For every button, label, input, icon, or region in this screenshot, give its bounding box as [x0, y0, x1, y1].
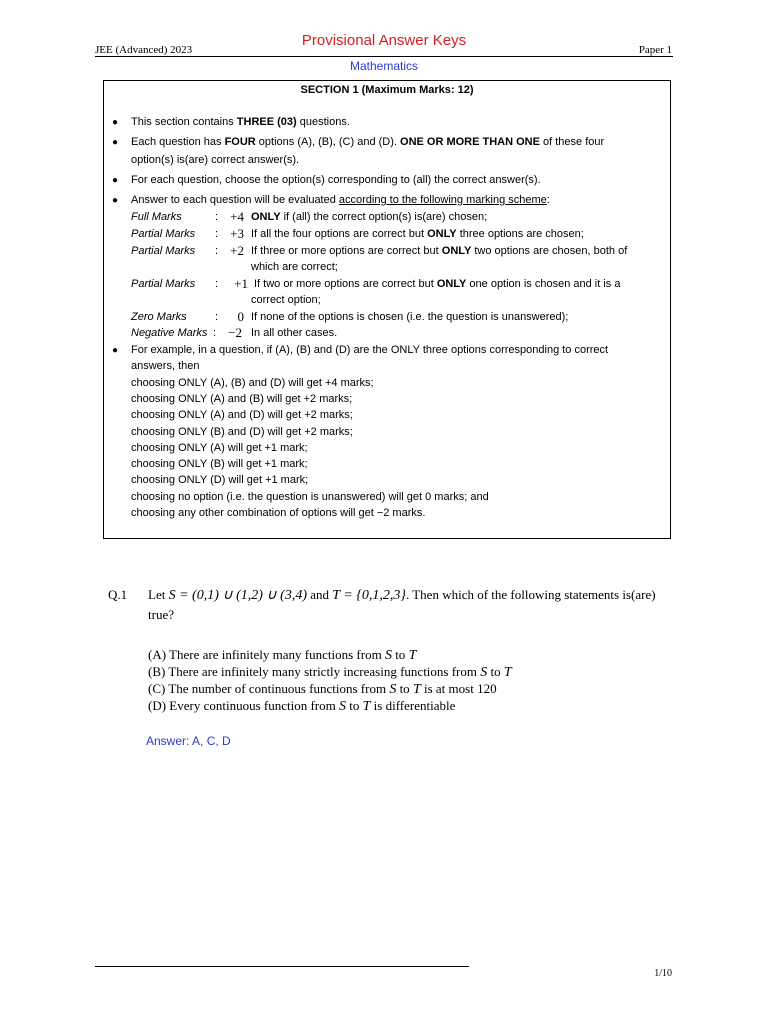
partial-marks-3-value: +3 — [230, 226, 244, 241]
example-line: choosing ONLY (B) and (D) will get +2 marks; — [131, 426, 353, 438]
instruction-4: Answer to each question will be evaluated according to the following marking scheme: — [131, 194, 550, 206]
option-b: (B) There are infinitely many strictly increasing functions from S to T — [148, 664, 512, 680]
partial-marks-1-label: Partial Marks — [131, 278, 196, 290]
set-s-definition: S = (0,1) ∪ (1,2) ∪ (3,4) — [168, 588, 307, 603]
set-t-definition: T = {0,1,2,3} — [332, 588, 406, 603]
negative-marks-value: −2 — [228, 325, 242, 340]
instruction-1: This section contains THREE (03) questions. — [131, 116, 350, 128]
bullet-icon: ● — [112, 345, 119, 356]
instruction-2-cont: option(s) is(are) correct answer(s). — [131, 154, 300, 166]
bullet-icon: ● — [112, 117, 119, 128]
instruction-5: For example, in a question, if (A), (B) and (D) are the ONLY three options corresponding to correct — [131, 344, 609, 356]
instruction-2: Each question has FOUR options (A), (B), (C) and (D). ONE OR MORE THAN ONE of these four — [131, 136, 605, 148]
example-line: choosing ONLY (B) will get +1 mark; — [131, 458, 308, 470]
partial-marks-3-text: If all the four options are correct but ONLY three options are chosen; — [251, 228, 584, 240]
question-statement: Let S = (0,1) ∪ (1,2) ∪ (3,4) and T = {0,1,2,3}. Then which of the following statements is(are) — [148, 587, 656, 603]
bullet-icon: ● — [112, 175, 119, 186]
exam-name: JEE (Advanced) 2023 — [95, 44, 193, 56]
subject-label: Mathematics — [349, 59, 419, 73]
question-statement-cont: true? — [148, 607, 174, 622]
zero-marks-text: If none of the options is chosen (i.e. the question is unanswered); — [251, 311, 569, 323]
section-title: SECTION 1 (Maximum Marks: 12) — [300, 84, 474, 96]
partial-marks-2-text: If three or more options are correct but ONLY two options are chosen, both of — [251, 245, 628, 257]
full-marks-label: Full Marks — [131, 211, 182, 223]
instruction-3: For each question, choose the option(s) corresponding to (all) the correct answer(s). — [131, 174, 541, 186]
example-line: choosing no option (i.e. the question is unanswered) will get 0 marks; and — [131, 491, 489, 503]
partial-marks-2-value: +2 — [230, 243, 244, 258]
option-a: (A) There are infinitely many functions from S to T — [148, 647, 417, 663]
example-line: choosing ONLY (A) and (B) will get +2 marks; — [131, 393, 353, 405]
section-instructions-box: SECTION 1 (Maximum Marks: 12) ● This section contains THREE (03) questions. ● Each question has FOUR options (A), (B), (C) and (D). ONE OR MORE THAN ONE of these four option(s) is(are) correct answer(s). ● For each question, choose the option(s) corresponding to (all) the correct answer(s). ● Answer to each question will be evaluated according to the following marking scheme: Full Marks : +4 ONLY if (all) the correct option(s) is(are) chosen; Partial Marks : +3 If all the four options are correct but ONLY three options are chosen; Partial Marks : +2 If three or more options are correct but ONLY two options are chosen, both of which are correct; Partial Marks : +1 If two or more options are correct but ONLY one option is chosen and it is a correct option; Zero Marks : 0 If none of the options is chosen (i.e. the question is unanswered); Negative Marks : −2 In all other cases. ● For example, in a question, if (A), (B) and (D) are the ONLY three options corresponding to correct answers, then choosing ONLY (A), (B) and (D) will get +4 marks; choosing ONLY (A) and (B) will get +2 marks; choosing ONLY (A) and (D) will get +2 marks; choosing ONLY (B) and (D) will get +2 marks; choosing ONLY (A) will get +1 mark; choosing ONLY (B) will get +1 mark; choosing ONLY (D) will get +1 mark; choosing no option (i.e. the question is unanswered) will get 0 marks; and choosing any other combination of options will get −2 marks. — [103, 80, 671, 539]
instruction-5-cont: answers, then — [131, 360, 200, 372]
example-line: choosing ONLY (A) will get +1 mark; — [131, 442, 308, 454]
full-marks-value: +4 — [230, 209, 244, 224]
question-number: Q.1 — [108, 587, 128, 602]
document-title: Provisional Answer Keys — [301, 32, 467, 49]
full-marks-text: ONLY if (all) the correct option(s) is(are) chosen; — [251, 211, 488, 223]
zero-marks-value: 0 — [237, 309, 244, 324]
bullet-icon: ● — [112, 137, 119, 148]
partial-marks-3-label: Partial Marks — [131, 228, 196, 240]
partial-marks-1-cont: correct option; — [251, 294, 321, 306]
header-rule — [95, 56, 673, 57]
example-line: choosing ONLY (A) and (D) will get +2 marks; — [131, 409, 353, 421]
example-line: choosing ONLY (A), (B) and (D) will get +4 marks; — [131, 377, 374, 389]
example-line: choosing any other combination of options will get −2 marks. — [131, 507, 426, 519]
negative-marks-label: Negative Marks — [131, 327, 208, 339]
option-d: (D) Every continuous function from S to T is differentiable — [148, 698, 456, 714]
bullet-icon: ● — [112, 195, 119, 206]
partial-marks-1-value: +1 — [234, 276, 248, 291]
zero-marks-label: Zero Marks — [131, 311, 187, 323]
partial-marks-1-text: If two or more options are correct but ONLY one option is chosen and it is a — [254, 278, 621, 290]
example-line: choosing ONLY (D) will get +1 mark; — [131, 474, 309, 486]
negative-marks-text: In all other cases. — [251, 327, 338, 339]
paper-label: Paper 1 — [638, 44, 672, 56]
answer-key: Answer: A, C, D — [146, 734, 231, 748]
footer-rule — [95, 966, 469, 967]
partial-marks-2-cont: which are correct; — [251, 261, 338, 273]
partial-marks-2-label: Partial Marks — [131, 245, 196, 257]
page-number: 1/10 — [654, 968, 672, 979]
option-c: (C) The number of continuous functions from S to T is at most 120 — [148, 681, 497, 697]
